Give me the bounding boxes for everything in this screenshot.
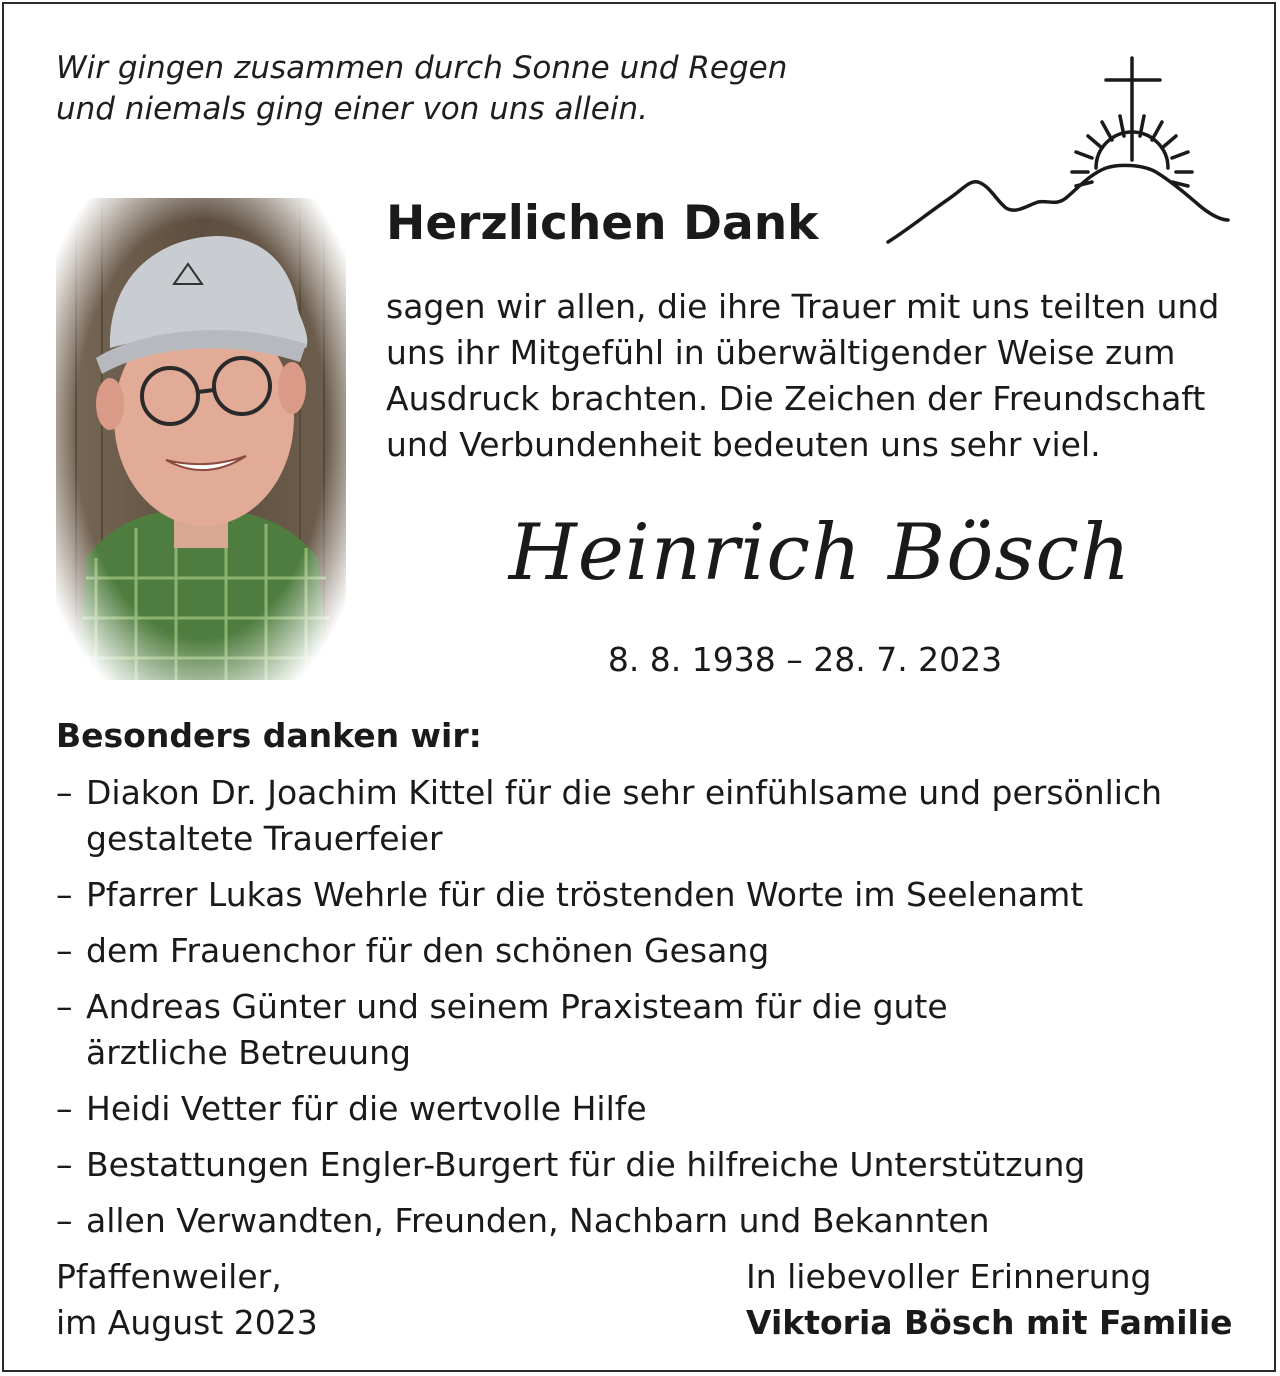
motto: [56, 48, 787, 130]
signature-family: Viktoria Bösch mit Familie: [746, 1303, 1233, 1342]
intro-text: [386, 284, 1219, 468]
list-item-line: Bestattungen Engler-Burgert für die hilfreiche Unterstützung: [86, 1145, 1086, 1184]
life-dates: 8. 8. 1938 – 28. 7. 2023: [607, 640, 1003, 679]
motto-line: und niemals ging einer von uns allein.: [56, 91, 648, 127]
list-item-line: allen Verwandten, Freunden, Nachbarn und Bekannten: [86, 1201, 990, 1240]
place-date: [56, 1254, 318, 1346]
place-line: Pfaffenweiler,: [56, 1257, 282, 1296]
cross-sun-mountain-icon: [880, 48, 1240, 258]
intro-line: uns ihr Mitgefühl in überwältigender Weise zum: [386, 333, 1176, 372]
list-item: [56, 770, 1162, 862]
list-item-line: ärztliche Betreuung: [86, 1033, 411, 1072]
special-thanks-title: Besonders danken wir:: [56, 716, 482, 755]
intro-line: Ausdruck brachten. Die Zeichen der Freundschaft: [386, 379, 1206, 418]
list-item: [56, 1086, 1162, 1132]
date-line: im August 2023: [56, 1303, 318, 1342]
list-item-line: Andreas Günter und seinem Praxisteam für die gute: [86, 987, 948, 1026]
dash-bullet: –: [56, 931, 73, 970]
list-item-line: gestaltete Trauerfeier: [86, 819, 443, 858]
thanks-list: [56, 770, 1162, 1254]
dash-bullet: –: [56, 773, 73, 812]
dash-bullet: –: [56, 1201, 73, 1240]
list-item: [56, 928, 1162, 974]
intro-line: und Verbundenheit bedeuten uns sehr viel.: [386, 425, 1101, 464]
dash-bullet: –: [56, 875, 73, 914]
dash-bullet: –: [56, 1145, 73, 1184]
list-item: [56, 984, 1162, 1076]
list-item-line: Diakon Dr. Joachim Kittel für die sehr einfühlsame und persönlich: [86, 773, 1163, 812]
list-item: [56, 1142, 1162, 1188]
motto-line: Wir gingen zusammen durch Sonne und Regen: [56, 50, 788, 86]
list-item: [56, 1198, 1162, 1244]
deceased-name: Heinrich Bösch: [508, 508, 1132, 598]
signature-block: [746, 1254, 1233, 1346]
portrait-photo: [56, 198, 346, 680]
signature-intro: In liebevoller Erinnerung: [746, 1257, 1152, 1296]
dash-bullet: –: [56, 987, 73, 1026]
list-item: [56, 872, 1162, 918]
list-item-line: Heidi Vetter für die wertvolle Hilfe: [86, 1089, 647, 1128]
list-item-line: Pfarrer Lukas Wehrle für die tröstenden Worte im Seelenamt: [86, 875, 1084, 914]
thanks-heading: Herzlichen Dank: [386, 196, 819, 251]
dash-bullet: –: [56, 1089, 73, 1128]
list-item-line: dem Frauenchor für den schönen Gesang: [86, 931, 770, 970]
intro-line: sagen wir allen, die ihre Trauer mit uns teilten und: [386, 287, 1220, 326]
